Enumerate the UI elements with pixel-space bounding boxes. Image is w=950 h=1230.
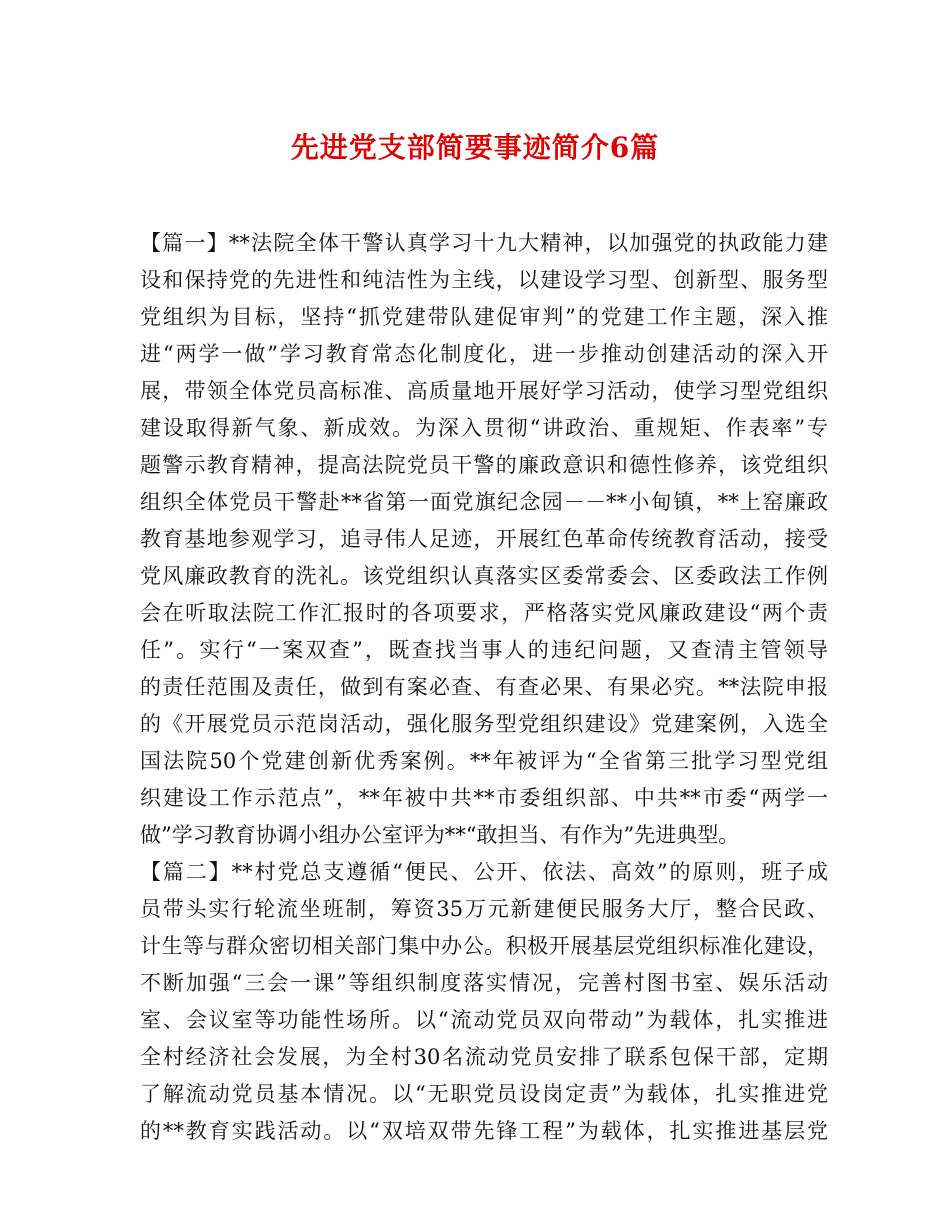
body-line: 展，带领全体党员高标准、高质量地开展好学习活动，使学习型党组织 xyxy=(140,379,828,403)
body-line: 设和保持党的先进性和纯洁性为主线，以建设学习型、创新型、服务型 xyxy=(140,268,828,292)
body-line: 全村经济社会发展，为全村30名流动党员安排了联系包保干部，定期 xyxy=(140,1045,828,1069)
body-line: 的责任范围及责任，做到有案必查、有查必果、有果必究。**法院申报 xyxy=(140,675,828,699)
body-line: 【篇二】**村党总支遵循“便民、公开、依法、高效”的原则，班子成 xyxy=(140,860,828,884)
body-line: 了解流动党员基本情况。以“无职党员设岗定责”为载体，扎实推进党 xyxy=(140,1082,828,1106)
body-line: 织建设工作示范点”，**年被中共**市委组织部、中共**市委“两学一 xyxy=(140,786,828,810)
body-line: 计生等与群众密切相关部门集中办公。积极开展基层党组织标准化建设， xyxy=(140,934,828,958)
body-line: 会在听取法院工作汇报时的各项要求，严格落实党风廉政建设“两个责 xyxy=(140,601,828,625)
document-title: 先进党支部简要事迹简介6篇 xyxy=(290,131,660,164)
body-line: 员带头实行轮流坐班制，筹资35万元新建便民服务大厅，整合民政、 xyxy=(140,897,828,921)
body-line: 不断加强“三会一课”等组织制度落实情况，完善村图书室、娱乐活动 xyxy=(140,971,828,995)
body-line: 教育基地参观学习，追寻伟人足迹，开展红色革命传统教育活动，接受 xyxy=(140,527,828,551)
body-line: 的《开展党员示范岗活动，强化服务型党组织建设》党建案例，入选全 xyxy=(140,712,828,736)
body-line: 进“两学一做”学习教育常态化制度化，进一步推动创建活动的深入开 xyxy=(140,342,828,366)
document-body xyxy=(140,225,828,1150)
body-line: 题警示教育精神，提高法院党员干警的廉政意识和德性修养，该党组织 xyxy=(140,453,828,477)
body-line: 党组织为目标，坚持“抓党建带队建促审判”的党建工作主题，深入推 xyxy=(140,305,828,329)
body-line: 【篇一】**法院全体干警认真学习十九大精神，以加强党的执政能力建 xyxy=(140,231,828,255)
body-line: 组织全体党员干警赴**省第一面党旗纪念园－－**小甸镇，**上窑廉政 xyxy=(140,490,828,514)
body-line: 建设取得新气象、新成效。为深入贯彻“讲政治、重规矩、作表率”专 xyxy=(140,416,828,440)
body-line: 党风廉政教育的洗礼。该党组织认真落实区委常委会、区委政法工作例 xyxy=(140,564,828,588)
body-line: 做”学习教育协调小组办公室评为**“敢担当、有作为”先进典型。 xyxy=(140,823,740,847)
body-line: 国法院50个党建创新优秀案例。**年被评为“全省第三批学习型党组 xyxy=(140,749,828,773)
body-line: 任”。实行“一案双查”，既查找当事人的违纪问题，又查清主管领导 xyxy=(140,638,828,662)
body-line: 室、会议室等功能性场所。以“流动党员双向带动”为载体，扎实推进 xyxy=(140,1008,828,1032)
body-line: 的**教育实践活动。以“双培双带先锋工程”为载体，扎实推进基层党 xyxy=(140,1119,828,1143)
